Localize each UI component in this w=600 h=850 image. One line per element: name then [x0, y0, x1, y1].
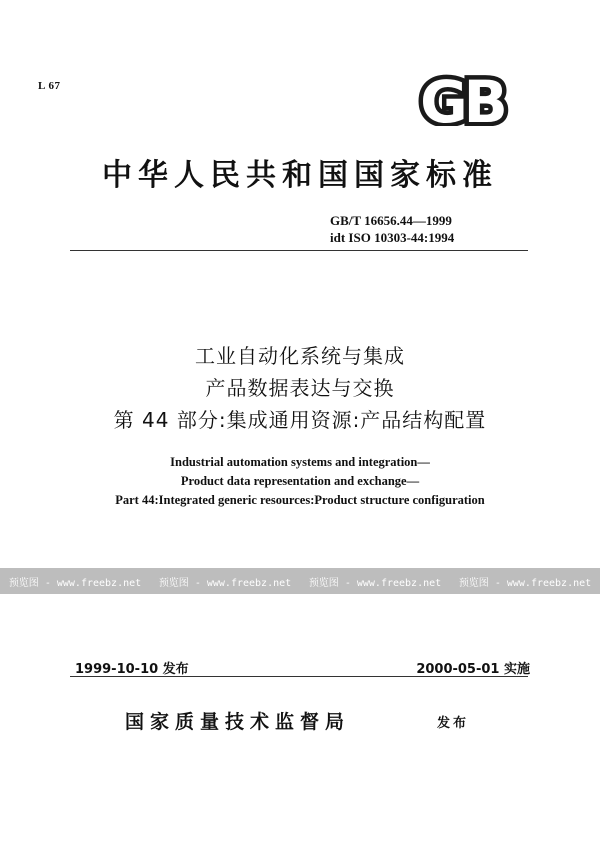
issuing-authority: 国家质量技术监督局 [125, 711, 351, 733]
watermark-bar [0, 568, 600, 594]
standard-number [330, 212, 530, 246]
standard-title: 中华人民共和国国家标准 [102, 158, 498, 193]
implementation-date: 2000-05-01 实施 [416, 662, 530, 677]
ics-code: L 67 [38, 80, 61, 92]
cn-title-line-3: 第 44 部分:集成通用资源:产品结构配置 [113, 408, 487, 432]
issued-label: 发布 [437, 716, 470, 731]
en-title-line-1: Industrial automation systems and integration— [170, 455, 430, 469]
en-title-line-2: Product data representation and exchange— [180, 474, 420, 488]
watermark-text: 预览图 - www.freebz.net [308, 577, 442, 589]
watermark-text: 预览图 - www.freebz.net [8, 577, 142, 589]
standard-number-iso: idt ISO 10303-44:1994 [330, 230, 455, 245]
gb-logo [402, 74, 522, 126]
watermark-text: 预览图 - www.freebz.net [158, 577, 292, 589]
header-divider [70, 250, 528, 251]
watermark-text: 预览图 - www.freebz.net [458, 577, 592, 589]
gb-logo-text: GB [420, 74, 504, 126]
en-title-line-3: Part 44:Integrated generic resources:Product structure configuration [115, 493, 485, 507]
footer-divider [70, 676, 528, 677]
cn-title-line-2: 产品数据表达与交换 [205, 376, 395, 400]
issue-date: 1999-10-10 发布 [75, 662, 189, 677]
cn-title-line-1: 工业自动化系统与集成 [195, 344, 405, 368]
standard-number-gb: GB/T 16656.44—1999 [330, 213, 452, 228]
